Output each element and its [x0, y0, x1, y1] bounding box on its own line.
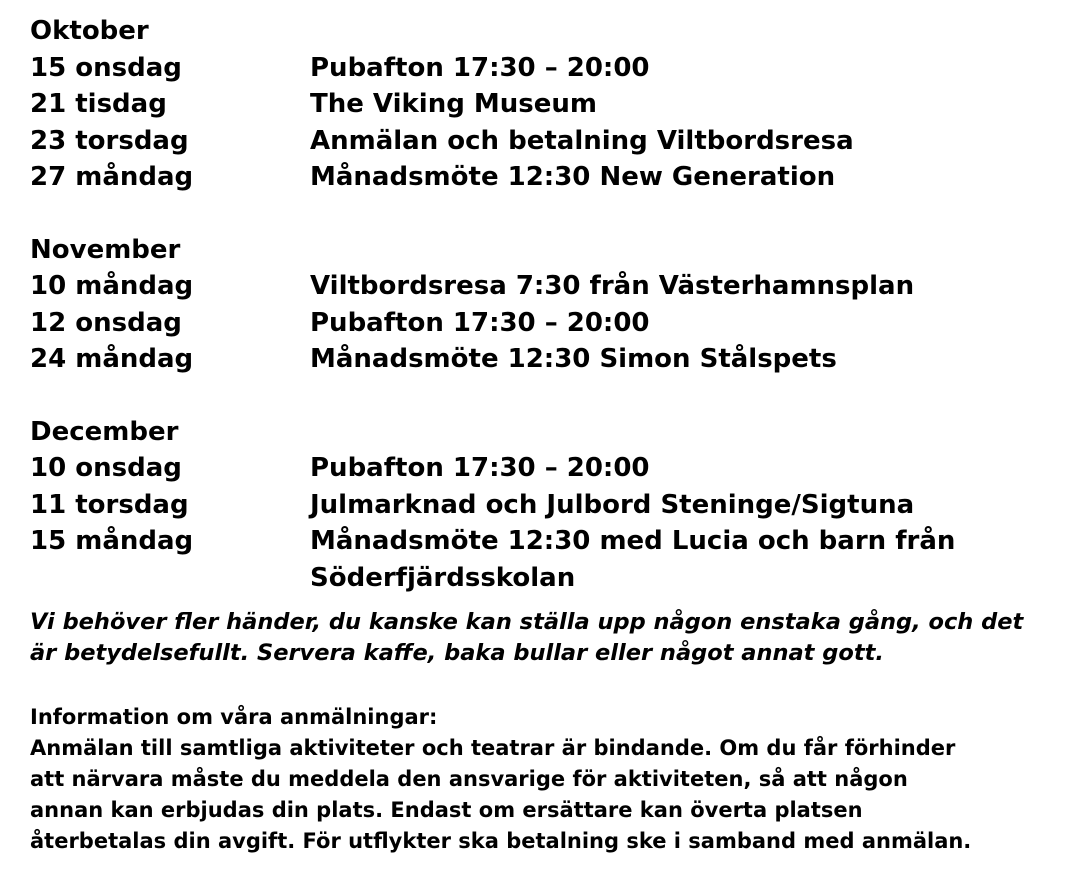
event-text: Pubafton 17:30 – 20:00	[310, 453, 650, 483]
month-heading: November	[30, 234, 181, 265]
event-text: Månadsmöte 12:30 Simon Stålspets	[310, 344, 837, 374]
registration-info	[30, 702, 1070, 857]
month-section-december	[30, 414, 1070, 597]
event-text: Pubafton 17:30 – 20:00	[310, 307, 650, 338]
month-section-oktober	[30, 13, 1070, 196]
section-spacer	[30, 378, 1070, 414]
info-title: Information om våra anmälningar:	[30, 705, 438, 729]
event-row	[30, 50, 1070, 87]
event-date: 11 torsdag	[30, 489, 189, 520]
info-line: att närvara måste du meddela den ansvarige för aktiviteten, så att någon	[30, 767, 908, 791]
event-row	[30, 450, 1070, 487]
note-line: är betydelsefullt. Servera kaffe, baka bullar eller något annat gott.	[30, 640, 884, 666]
event-text: Månadsmöte 12:30 New Generation	[310, 162, 836, 192]
event-date: 21 tisdag	[30, 89, 167, 119]
event-text: Anmälan och betalning Viltbordsresa	[310, 125, 854, 156]
month-heading: December	[30, 416, 179, 447]
section-spacer	[30, 196, 1070, 232]
event-text: Månadsmöte 12:30 med Lucia och barn från Söderfjärdsskolan	[310, 526, 956, 593]
event-row	[30, 487, 1070, 524]
month-heading: Oktober	[30, 16, 149, 46]
event-date: 12 onsdag	[30, 307, 182, 338]
info-line: Anmälan till samtliga aktiviteter och teatrar är bindande. Om du får förhinder	[30, 736, 956, 760]
event-date: 10 onsdag	[30, 453, 182, 483]
event-text: The Viking Museum	[310, 89, 597, 119]
event-date: 23 torsdag	[30, 125, 189, 156]
event-row	[30, 268, 1070, 305]
event-row	[30, 123, 1070, 160]
event-text: Julmarknad och Julbord Steninge/Sigtuna	[310, 489, 915, 520]
info-line: annan kan erbjudas din plats. Endast om ersättare kan överta platsen	[30, 798, 863, 822]
event-date: 24 måndag	[30, 344, 194, 374]
event-row	[30, 159, 1070, 196]
event-row	[30, 305, 1070, 342]
event-date: 27 måndag	[30, 162, 194, 192]
document-page	[30, 13, 1070, 857]
event-date: 10 måndag	[30, 271, 194, 301]
event-text: Pubafton 17:30 – 20:00	[310, 52, 650, 83]
volunteer-note	[30, 607, 1070, 669]
event-date: 15 onsdag	[30, 52, 182, 83]
event-row	[30, 86, 1070, 123]
event-date: 15 måndag	[30, 526, 194, 556]
event-row	[30, 341, 1070, 378]
event-row	[30, 523, 1070, 596]
event-text: Viltbordsresa 7:30 från Västerhamnsplan	[310, 271, 915, 301]
month-section-november	[30, 232, 1070, 378]
info-line: återbetalas din avgift. För utflykter ska betalning ske i samband med anmälan.	[30, 829, 972, 853]
note-line: Vi behöver fler händer, du kanske kan ställa upp någon enstaka gång, och det	[30, 609, 1024, 635]
